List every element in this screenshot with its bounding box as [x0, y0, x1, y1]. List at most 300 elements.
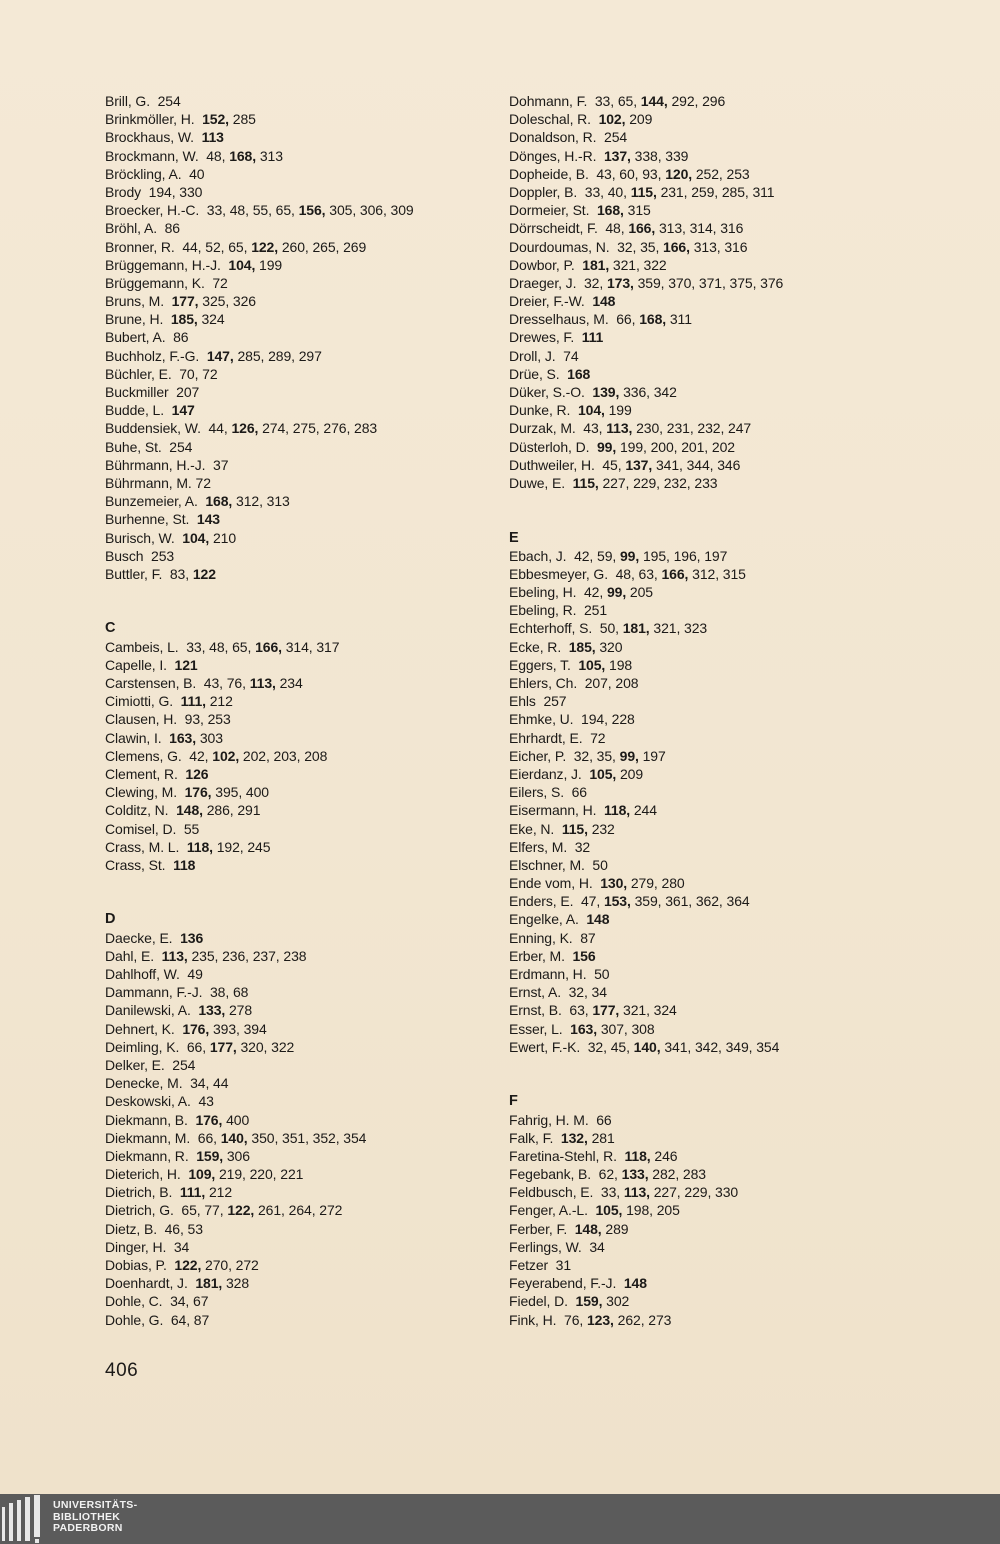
entry-name: Fetzer — [509, 1257, 549, 1273]
entry-name: Eilers, S. — [509, 784, 565, 801]
index-entry — [105, 1074, 505, 1092]
index-entry — [105, 474, 505, 492]
entry-main-page: 113, — [249, 675, 276, 691]
index-entry — [105, 238, 505, 256]
entry-main-page: 185, — [568, 638, 596, 655]
entry-pages: 43, 76, — [203, 675, 246, 691]
entry-name: Budde, L. — [105, 402, 165, 419]
index-entry — [509, 256, 909, 274]
entry-name: Dieterich, H. — [105, 1166, 181, 1183]
entry-name: Erber, M. — [509, 947, 565, 964]
entry-name: Capelle, I. — [105, 656, 167, 673]
entry-name: Delker, E. — [105, 1056, 165, 1073]
entry-main-page: 123, — [587, 1311, 614, 1328]
entry-pages: 341, 344, 346 — [655, 456, 741, 473]
entry-name: Diekmann, B. — [105, 1111, 188, 1128]
index-entry — [509, 892, 909, 910]
entry-main-page: 105, — [578, 656, 606, 673]
entry-pages: 359, 361, 362, 364 — [634, 893, 750, 910]
entry-pages: 230, 231, 232, 247 — [636, 420, 752, 437]
entry-name: Eisermann, H. — [509, 802, 597, 819]
index-entry — [105, 820, 505, 838]
entry-pages: 254 — [169, 438, 193, 455]
entry-main-page: 136 — [180, 929, 204, 946]
entry-name: Colditz, N. — [105, 802, 169, 819]
entry-name: Dinger, H. — [105, 1238, 167, 1255]
entry-pages: 32 — [574, 838, 591, 855]
index-entry — [509, 274, 909, 292]
index-entry — [509, 401, 909, 419]
entry-name: Clement, R. — [105, 765, 178, 782]
entry-name: Bröckling, A. — [105, 165, 182, 182]
index-entry — [105, 147, 505, 165]
entry-pages: 207 — [176, 384, 200, 400]
index-entry — [509, 765, 909, 783]
entry-main-page: 115, — [630, 183, 657, 200]
index-entry — [105, 1129, 505, 1147]
entry-pages: 321, 322 — [612, 256, 667, 273]
entry-name: Dammann, F.-J. — [105, 984, 203, 1001]
index-entry — [105, 565, 505, 583]
index-entry — [509, 1111, 909, 1129]
index-entry — [509, 583, 909, 601]
entry-main-page: 102, — [598, 111, 626, 128]
index-entry — [105, 274, 505, 292]
entry-pages: 66, — [186, 1038, 207, 1055]
entry-pages: 205 — [629, 584, 653, 601]
entry-pages: 313, 314, 316 — [658, 220, 744, 237]
entry-name: Doleschal, R. — [509, 111, 591, 128]
index-entry — [105, 256, 505, 274]
index-entry — [509, 383, 909, 401]
entry-name: Eke, N. — [509, 820, 555, 837]
section-spacer — [105, 583, 505, 601]
index-entry — [509, 438, 909, 456]
index-entry — [509, 110, 909, 128]
index-entry — [105, 419, 505, 437]
entry-name: Comisel, D. — [105, 820, 177, 837]
entry-main-page: 148, — [176, 802, 203, 819]
entry-pages: 34, 44 — [190, 1075, 229, 1092]
index-entry — [105, 1220, 505, 1238]
entry-pages: 198 — [609, 656, 633, 673]
entry-pages: 64, 87 — [170, 1311, 210, 1328]
index-entry — [509, 1183, 909, 1201]
entry-main-page: 126 — [185, 765, 209, 782]
entry-main-page: 153, — [603, 893, 631, 910]
entry-pages: 33, 65, — [594, 93, 637, 109]
index-entry — [509, 947, 909, 965]
entry-pages: 87 — [580, 929, 596, 946]
entry-pages: 315 — [627, 202, 651, 219]
entry-name: Clausen, H. — [105, 711, 178, 728]
index-entry — [509, 1238, 909, 1256]
index-entry — [509, 910, 909, 928]
index-entry — [105, 838, 505, 856]
entry-pages: 281 — [591, 1129, 615, 1146]
entry-main-page: 137, — [604, 147, 631, 164]
entry-pages: 47, — [580, 893, 601, 910]
index-entry — [509, 1256, 909, 1274]
entry-pages: 244 — [633, 802, 657, 819]
entry-name: Dietz, B. — [105, 1220, 158, 1237]
entry-name: Fegebank, B. — [509, 1166, 592, 1183]
index-entry — [509, 983, 909, 1001]
entry-pages: 393, 394 — [212, 1020, 267, 1037]
entry-main-page: 109, — [188, 1166, 216, 1183]
entry-name: Fiedel, D. — [509, 1293, 568, 1310]
index-entry — [105, 219, 505, 237]
entry-pages: 194, 330 — [148, 183, 203, 200]
entry-main-page: 133, — [198, 1002, 226, 1019]
entry-name: Ferber, F. — [509, 1220, 568, 1237]
entry-main-page: 159, — [575, 1293, 603, 1310]
entry-main-page: 113, — [606, 420, 633, 437]
index-entry — [509, 1147, 909, 1165]
entry-pages: 219, 220, 221 — [218, 1166, 304, 1183]
entry-pages: 44, — [208, 420, 228, 437]
entry-name: Enning, K. — [509, 929, 573, 946]
entry-name: Brockmann, W. — [105, 147, 199, 164]
entry-pages: 63, — [569, 1002, 589, 1019]
index-entry — [105, 1038, 505, 1056]
entry-main-page: 137, — [625, 456, 653, 473]
entry-pages: 66 — [571, 784, 587, 801]
entry-pages: 260, 265, 269 — [281, 238, 367, 255]
entry-main-page: 121 — [174, 656, 198, 673]
entry-pages: 70, 72 — [179, 365, 218, 382]
index-entry — [105, 547, 505, 565]
entry-name: Busch — [105, 547, 144, 564]
entry-pages: 400 — [226, 1111, 250, 1128]
entry-pages: 43 — [198, 1093, 214, 1110]
entry-main-page: 111 — [581, 329, 604, 346]
entry-pages: 320, 322 — [240, 1038, 295, 1055]
index-entry — [509, 674, 909, 692]
entry-name: Bunzemeier, A. — [105, 493, 198, 510]
entry-pages: 262, 273 — [617, 1311, 672, 1328]
entry-pages: 254 — [604, 129, 628, 146]
index-entry — [105, 801, 505, 819]
index-entry — [105, 110, 505, 128]
entry-main-page: 177, — [592, 1002, 620, 1019]
entry-name: Echterhoff, S. — [509, 620, 593, 637]
index-entry — [105, 183, 505, 201]
index-entry — [105, 92, 505, 110]
entry-name: Daecke, E. — [105, 929, 173, 946]
entry-pages: 195, 196, 197 — [642, 547, 728, 564]
entry-main-page: 168, — [596, 202, 624, 219]
entry-pages: 307, 308 — [600, 1020, 655, 1037]
entry-pages: 251 — [583, 602, 608, 619]
entry-name: Enders, E. — [509, 893, 574, 910]
entry-pages: 210 — [212, 529, 237, 546]
entry-name: Ehrhardt, E. — [509, 729, 583, 746]
index-entry — [105, 492, 505, 510]
entry-name: Drewes, F. — [509, 329, 575, 346]
entry-name: Bruns, M. — [105, 293, 165, 310]
entry-name: Dormeier, St. — [509, 202, 590, 219]
entry-name: Ferlings, W. — [509, 1238, 582, 1255]
entry-main-page: 102, — [212, 747, 240, 764]
entry-pages: 86 — [173, 329, 189, 346]
entry-name: Elschner, M. — [509, 856, 585, 873]
index-entry — [509, 692, 909, 710]
entry-name: Danilewski, A. — [105, 1002, 191, 1019]
entry-main-page: 118, — [604, 802, 631, 819]
entry-main-page: 104, — [228, 256, 256, 273]
entry-name: Düker, S.-O. — [509, 384, 585, 400]
section-letter: C — [105, 620, 116, 637]
index-entry — [509, 128, 909, 146]
entry-name: Brody — [105, 183, 142, 200]
index-entry — [105, 1147, 505, 1165]
library-name-line: BIBLIOTHEK — [53, 1510, 121, 1523]
index-entry — [509, 92, 909, 110]
index-entry — [105, 1201, 505, 1219]
index-entry — [105, 1092, 505, 1110]
entry-name: Crass, St. — [105, 856, 166, 873]
index-entry — [105, 965, 505, 983]
entry-name: Duwe, E. — [509, 474, 565, 491]
entry-name: Dohmann, F. — [509, 93, 588, 109]
index-entry — [509, 1129, 909, 1147]
entry-main-page: 156, — [298, 202, 326, 219]
entry-main-page: 140, — [220, 1129, 248, 1146]
entry-name: Buckmiller — [105, 384, 169, 400]
entry-main-page: 177, — [171, 293, 199, 310]
index-entry — [509, 310, 909, 328]
entry-main-page: 122, — [174, 1257, 202, 1273]
index-entry — [105, 1292, 505, 1310]
entry-name: Brüggemann, H.-J. — [105, 256, 221, 273]
entry-name: Büchler, E. — [105, 365, 172, 382]
entry-name: Burhenne, St. — [105, 511, 190, 528]
entry-name: Bröhl, A. — [105, 220, 158, 237]
entry-main-page: 181, — [582, 256, 610, 273]
entry-pages: 286, 291 — [206, 802, 261, 819]
index-entry — [509, 328, 909, 346]
entry-pages: 34 — [589, 1238, 605, 1255]
index-entry — [509, 1201, 909, 1219]
entry-name: Draeger, J. — [509, 274, 577, 291]
entry-name: Ebeling, R. — [509, 602, 577, 619]
index-entry — [509, 929, 909, 947]
index-entry — [105, 510, 505, 528]
entry-main-page: 143 — [196, 511, 220, 528]
entry-pages: 336, 342 — [623, 384, 677, 400]
entry-pages: 38, 68 — [210, 984, 249, 1001]
index-entry — [105, 710, 505, 728]
index-entry — [509, 547, 909, 565]
entry-pages: 289 — [605, 1220, 629, 1237]
entry-pages: 235, 236, 237, 238 — [191, 947, 307, 964]
entry-name: Durzak, M. — [509, 420, 576, 437]
index-entry — [105, 674, 505, 692]
index-entry — [509, 1292, 909, 1310]
index-entry — [105, 983, 505, 1001]
entry-name: Deimling, K. — [105, 1038, 180, 1055]
entry-main-page: 122 — [192, 565, 216, 582]
entry-pages: 282, 283 — [652, 1166, 706, 1183]
entry-name: Brockhaus, W. — [105, 129, 194, 146]
index-entry — [105, 128, 505, 146]
entry-name: Deskowski, A. — [105, 1093, 191, 1110]
entry-name: Fahrig, H. M. — [509, 1111, 589, 1128]
entry-name: Esser, L. — [509, 1020, 563, 1037]
entry-pages: 306 — [226, 1147, 250, 1164]
entry-main-page: 104, — [182, 529, 210, 546]
entry-pages: 270, 272 — [205, 1257, 259, 1273]
entry-pages: 302 — [606, 1293, 630, 1310]
entry-pages: 350, 351, 352, 354 — [251, 1129, 367, 1146]
entry-name: Dohle, C. — [105, 1293, 163, 1310]
index-entry — [509, 292, 909, 310]
index-entry — [509, 565, 909, 583]
index-entry — [509, 219, 909, 237]
entry-main-page: 144, — [640, 93, 668, 109]
entry-main-page: 113, — [623, 1184, 650, 1201]
entry-pages: 33, 48, 65, — [186, 638, 252, 655]
entry-pages: 32, 35, — [617, 238, 660, 255]
section-letter: E — [509, 529, 519, 546]
entry-name: Ehmke, U. — [509, 711, 574, 728]
entry-name: Burisch, W. — [105, 529, 175, 546]
entry-name: Cimiotti, G. — [105, 693, 174, 710]
entry-pages: 32, — [583, 274, 604, 291]
entry-main-page: 166, — [255, 638, 282, 655]
entry-name: Bührmann, M. 72 — [105, 474, 211, 491]
index-entry — [105, 456, 505, 474]
index-entry — [105, 1056, 505, 1074]
entry-pages: 37 — [213, 456, 229, 473]
entry-name: Feyerabend, F.-J. — [509, 1275, 617, 1292]
entry-pages: 311 — [669, 311, 692, 328]
index-entry — [509, 856, 909, 874]
section-letter: F — [509, 1093, 518, 1110]
entry-pages: 312, 313 — [236, 493, 290, 510]
index-entry — [105, 656, 505, 674]
entry-pages: 325, 326 — [202, 293, 256, 310]
entry-name: Ebbesmeyer, G. — [509, 565, 608, 582]
index-entry — [105, 1111, 505, 1129]
entry-pages: 42, — [189, 747, 209, 764]
entry-main-page: 99, — [619, 747, 639, 764]
index-entry — [105, 365, 505, 383]
entry-pages: 48, 63, — [615, 565, 658, 582]
entry-main-page: 181, — [195, 1275, 223, 1292]
index-entry — [105, 947, 505, 965]
entry-pages: 44, 52, 65, — [182, 238, 248, 255]
index-entry — [509, 838, 909, 856]
entry-pages: 49 — [187, 966, 203, 982]
entry-pages: 65, 77, — [181, 1202, 224, 1219]
entry-main-page: 168, — [639, 311, 667, 328]
section-spacer — [509, 510, 909, 528]
index-entry — [509, 1001, 909, 1019]
entry-main-page: 122, — [251, 238, 279, 255]
index-entry — [105, 201, 505, 219]
index-column-right — [509, 92, 909, 1329]
entry-main-page: 176, — [184, 784, 212, 801]
entry-pages: 278 — [229, 1002, 253, 1019]
entry-main-page: 148 — [623, 1275, 647, 1292]
entry-pages: 313, 316 — [693, 238, 748, 255]
index-entry — [105, 1165, 505, 1183]
index-entry — [105, 347, 505, 365]
entry-pages: 86 — [164, 220, 180, 237]
section-letter: D — [105, 911, 116, 928]
entry-name: Dowbor, P. — [509, 256, 575, 273]
entry-main-page: 105, — [589, 765, 617, 782]
entry-pages: 83, — [169, 565, 190, 582]
entry-main-page: 176, — [182, 1020, 210, 1037]
index-entry — [509, 365, 909, 383]
entry-pages: 246 — [654, 1147, 678, 1164]
entry-pages: 32, 35, — [573, 747, 616, 764]
entry-pages: 199, 200, 201, 202 — [619, 438, 735, 455]
entry-pages: 285 — [232, 111, 256, 128]
entry-pages: 199 — [608, 402, 632, 419]
entry-pages: 359, 370, 371, 375, 376 — [637, 274, 784, 291]
entry-main-page: 139, — [592, 384, 620, 400]
entry-main-page: 148 — [592, 293, 616, 310]
entry-pages: 197 — [642, 747, 666, 764]
entry-pages: 212 — [209, 693, 233, 710]
entry-pages: 42, 59, — [574, 547, 617, 564]
entry-main-page: 147, — [206, 347, 234, 364]
entry-main-page: 105, — [595, 1202, 623, 1219]
entry-name: Denecke, M. — [105, 1075, 183, 1092]
entry-pages: 202, 203, 208 — [242, 747, 328, 764]
entry-name: Erdmann, H. — [509, 966, 587, 982]
entry-main-page: 115, — [561, 820, 588, 837]
entry-name: Donaldson, R. — [509, 129, 597, 146]
index-entry — [509, 656, 909, 674]
index-entry — [509, 783, 909, 801]
entry-pages: 253 — [151, 547, 175, 564]
entry-pages: 48, — [605, 220, 625, 237]
entry-name: Ecke, R. — [509, 638, 562, 655]
entry-pages: 33, 48, 55, 65, — [206, 202, 295, 219]
entry-name: Doenhardt, J. — [105, 1275, 188, 1292]
index-entry — [105, 529, 505, 547]
entry-main-page: 166, — [663, 238, 690, 255]
entry-name: Ehlers, Ch. — [509, 675, 578, 691]
entry-name: Dahl, E. — [105, 947, 154, 964]
index-entry — [509, 1220, 909, 1238]
index-entry — [105, 783, 505, 801]
entry-pages: 321, 323 — [653, 620, 708, 637]
entry-name: Fink, H. — [509, 1311, 557, 1328]
entry-pages: 209 — [619, 765, 644, 782]
entry-main-page: 118, — [624, 1147, 651, 1164]
entry-pages: 45, — [602, 456, 622, 473]
entry-pages: 199 — [259, 256, 283, 273]
entry-pages: 62, — [598, 1166, 618, 1183]
entry-pages: 33, — [600, 1184, 621, 1201]
entry-name: Ebeling, H. — [509, 584, 577, 601]
entry-main-page: 176, — [195, 1111, 223, 1128]
entry-pages: 328 — [226, 1275, 250, 1292]
index-entry — [509, 965, 909, 983]
entry-main-page: 113, — [161, 947, 188, 964]
entry-pages: 305, 306, 309 — [329, 202, 414, 219]
entry-main-page: 166, — [661, 565, 689, 582]
section-spacer — [509, 492, 909, 510]
index-entry — [509, 729, 909, 747]
index-entry — [509, 1311, 909, 1329]
